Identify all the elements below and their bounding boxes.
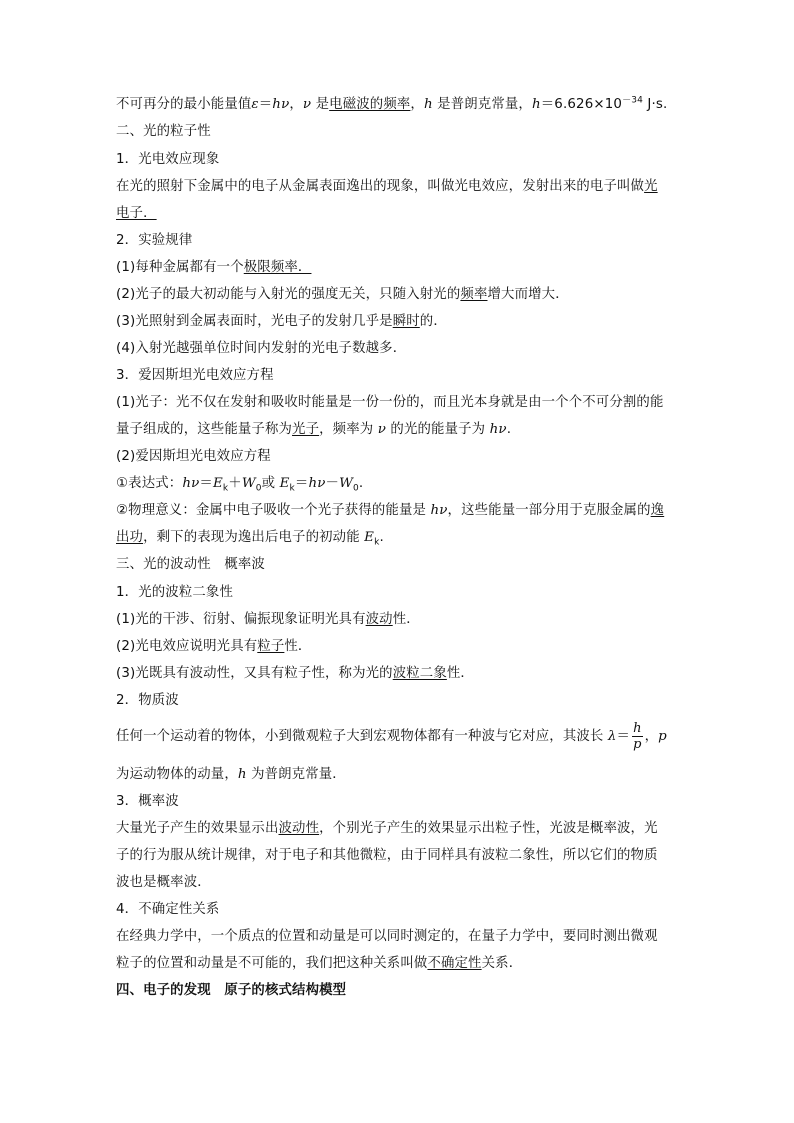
text: 为普朗克常量． <box>246 767 346 782</box>
text: 性． <box>446 666 474 681</box>
lambda-symbol: λ <box>607 729 617 744</box>
subsection-heading: 2．物质波 <box>116 693 179 708</box>
underlined-answer: 不确定性 <box>427 956 482 971</box>
section-heading: 二、光的粒子性 <box>116 124 211 139</box>
text: 在光的照射下金属中的电子从金属表面逸出的现象，叫做光电效应，发射出来的电子叫做 <box>116 179 645 194</box>
list-item <box>116 259 686 277</box>
fraction-numerator: h <box>633 720 642 736</box>
subscript: 0 <box>352 483 359 494</box>
text: 性． <box>284 639 312 654</box>
exponent: －34 <box>622 95 643 106</box>
text: 关系． <box>481 956 523 971</box>
paragraph-line <box>116 421 686 439</box>
paragraph-line <box>116 529 686 547</box>
subscript: k <box>374 537 380 548</box>
list-item: (4)入射光越强单位时间内发射的光电子数越多． <box>116 341 407 356</box>
text: 是 <box>311 97 330 112</box>
text: ， <box>289 97 303 112</box>
paragraph-line <box>116 178 686 196</box>
text: . <box>379 530 384 545</box>
underlined-answer: 光子 <box>292 422 320 437</box>
text: ＝6.626×10 <box>540 97 623 112</box>
text: ＝ <box>199 476 213 491</box>
subsection-heading: 3．概率波 <box>116 794 179 809</box>
text: ，这些能量一部分用于克服金属的 <box>447 503 651 518</box>
list-item: (2)爱因斯坦光电效应方程 <box>116 449 271 464</box>
text: 或 <box>261 476 280 491</box>
paragraph-line: 子的行为服从统计规律，对于电子和其他微粒，由于同样具有波粒二象性，所以它们的物质 <box>116 848 658 863</box>
text: ①表达式： <box>116 476 183 491</box>
paragraph-line: 在经典力学中，一个质点的位置和动量是可以同时测定的，在量子力学中，要同时测出微观 <box>116 929 658 944</box>
text: ， <box>410 97 424 112</box>
text: ＝ <box>616 729 631 744</box>
ek-symbol: E <box>279 476 290 491</box>
underlined-answer: 电子． <box>116 206 157 221</box>
underlined-answer: 波动 <box>365 612 393 627</box>
formula-line <box>116 475 686 493</box>
underlined-answer: 极限频率． <box>243 260 312 275</box>
list-item: (1)光子：光不仅在发射和吸收时能量是一份一份的，而且光本身就是由一个个不可分割的能 <box>116 395 664 410</box>
text: 粒子的位置和动量是不可能的，我们把这种关系叫做 <box>116 956 428 971</box>
subscript: k <box>222 483 229 494</box>
underlined-answer: 电磁波的频率 <box>329 97 411 112</box>
text: (1)光的干涉、衍射、偏振现象证明光具有 <box>116 612 366 627</box>
underlined-answer: 瞬时 <box>392 314 420 329</box>
paragraph-line <box>116 502 686 520</box>
text: 增大而增大． <box>487 287 569 302</box>
section-heading: 三、光的波动性 概率波 <box>116 557 265 572</box>
unit: J·s. <box>642 97 668 112</box>
list-item <box>116 286 686 304</box>
subsection-heading: 2．实验规律 <box>116 233 193 248</box>
w-symbol: W <box>241 476 256 491</box>
text: (3)光既具有波动性，又具有粒子性，称为光的 <box>116 666 393 681</box>
text: ＝ <box>294 476 309 491</box>
section-heading: 四、电子的发现 原子的核式结构模型 <box>116 983 347 998</box>
fraction <box>632 721 643 752</box>
text: ②物理意义：金属中电子吸收一个光子获得的能量是 <box>116 503 431 518</box>
text: ＋ <box>228 476 242 491</box>
nu-symbol: ν <box>302 97 312 112</box>
wavelength-formula-line <box>116 719 686 755</box>
paragraph-line <box>116 955 686 973</box>
subscript: 0 <box>255 483 262 494</box>
underlined-answer: 出功 <box>116 530 144 545</box>
subsection-heading: 1．光电效应现象 <box>116 152 220 167</box>
subscript: k <box>289 483 295 494</box>
text: (2)光电效应说明光具有 <box>116 639 258 654</box>
h-symbol: h <box>237 767 247 782</box>
underlined-answer: 波动性 <box>278 821 320 836</box>
text: 性． <box>392 612 420 627</box>
text: 为运动物体的动量， <box>116 767 238 782</box>
subsection-heading: 1．光的波粒二象性 <box>116 585 233 600</box>
list-item <box>116 611 686 629</box>
text: 的． <box>419 314 447 329</box>
subsection-heading: 4．不确定性关系 <box>116 902 220 917</box>
underlined-answer: 逸 <box>650 503 665 518</box>
list-item <box>116 638 686 656</box>
h-nu-symbol: hν <box>430 503 448 518</box>
underlined-answer: 波粒二象 <box>392 666 447 681</box>
text: 不可再分的最小能量值 <box>116 97 252 112</box>
text: (1)每种金属都有一个 <box>116 260 244 275</box>
text: － <box>325 476 340 491</box>
text: 的光的能量子为 <box>386 422 490 437</box>
text: 大量光子产生的效果显示出 <box>116 821 279 836</box>
text: ，剩下的表现为逸出后电子的初动能 <box>143 530 365 545</box>
epsilon-symbol: ε <box>251 97 259 112</box>
subsection-heading: 3．爱因斯坦光电效应方程 <box>116 368 274 383</box>
w-symbol: W <box>339 476 353 491</box>
energy-quantum-line <box>116 96 686 114</box>
text: 是普朗克常量， <box>432 97 532 112</box>
list-item <box>116 665 686 683</box>
text: ，个别光子产生的效果显示出粒子性，光波是概率波，光 <box>319 821 658 836</box>
text: 任何一个运动着的物体，小到微观粒子大到宏观物体都有一种波与它对应，其波长 <box>116 729 608 744</box>
underlined-answer: 粒子 <box>257 639 285 654</box>
p-symbol: p <box>658 729 667 744</box>
text: (3)光照射到金属表面时，光电子的发射几乎是 <box>116 314 393 329</box>
text: ＝ <box>258 97 273 112</box>
ek-symbol: E <box>364 530 375 545</box>
text: ，频率为 <box>319 422 378 437</box>
list-item <box>116 313 686 331</box>
h-nu-symbol: hν <box>489 422 507 437</box>
text: 量子组成的，这些能量子称为 <box>116 422 293 437</box>
h-nu-symbol: hν <box>272 97 290 112</box>
text: . <box>358 476 364 491</box>
underlined-answer: 频率 <box>460 287 488 302</box>
text: ， <box>644 729 659 744</box>
paragraph-line <box>116 766 686 784</box>
h-symbol: h <box>423 97 433 112</box>
paragraph-line: 波也是概率波． <box>116 875 211 890</box>
h-symbol: h <box>531 97 541 112</box>
paragraph-line <box>116 205 686 223</box>
text: . <box>506 422 512 437</box>
h-nu-symbol: hν <box>308 476 326 491</box>
nu-symbol: ν <box>377 422 386 437</box>
paragraph-line <box>116 820 686 838</box>
h-nu-symbol: hν <box>182 476 200 491</box>
text: (2)光子的最大初动能与入射光的强度无关，只随入射光的 <box>116 287 461 302</box>
underlined-answer: 光 <box>644 179 658 194</box>
ek-symbol: E <box>212 476 223 491</box>
fraction-denominator: p <box>633 736 642 752</box>
